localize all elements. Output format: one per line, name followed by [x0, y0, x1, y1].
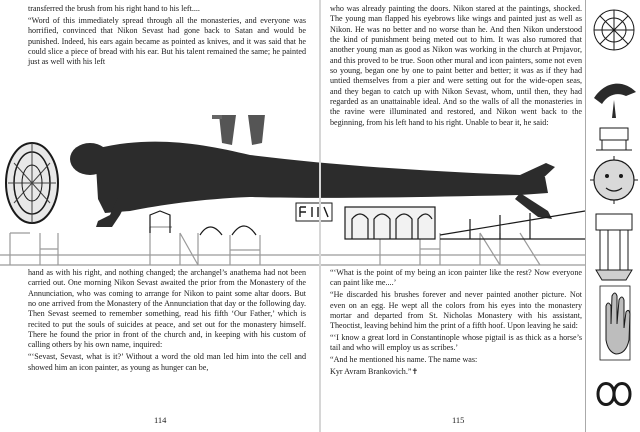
drum-icon: [6, 143, 58, 223]
ghost-text-icon: [296, 203, 332, 221]
paragraph: hand as with his right, and nothing changed; the archangel’s anathema had not been carried out. One morning Nikon Sevast awaited the prior from the Monastery of the Annunciation, who was coming to arrange for Nikon to paint some altar doors. But no one arrived from the Monastery of the Annunciation that day or the following day. Then Sevast seemed to remember something, read his fifth ‘Our Father,’ which is recited to put the souls of suicides at peace, and set out for the monastery himself. There he found the prior in front of the church and, in keeping with his custom of calling others by his own name, inquired:: [28, 268, 306, 350]
paragraph: Kyr Avram Brankovich.”✝: [330, 367, 419, 377]
collage-illustration: [0, 115, 586, 273]
knot-icon: [598, 384, 630, 405]
right-page-bottom-text: [330, 268, 582, 379]
paragraph: “‘Sevast, Sevast, what is it?’ Without a word the old man led him into the cell and showed him an icon painter, as young as hunger can be,: [28, 352, 306, 372]
paragraph: “He discarded his brushes forever and never painted another picture. Not even on an egg. He wept all the colors from his eyes into the monastery mortar and departed from St. Nicholas Monastery with his assistant, Theoctist, leaving behind him the print of a fifth hoof. Upon leaving he said:: [330, 290, 582, 331]
bird-icon: [594, 84, 636, 118]
book-gutter: [319, 0, 321, 432]
decorative-margin-strip: [585, 0, 640, 432]
standing-man-icon: [212, 115, 292, 145]
page-number-left: 114: [154, 415, 167, 425]
page-number-right: 115: [452, 415, 465, 425]
paragraph: “‘What is the point of my being an icon painter like the rest? Now everyone can paint like me....’: [330, 268, 582, 288]
pillar-ornament-icon: [596, 214, 632, 280]
hand-icon: [600, 286, 630, 360]
paragraph: “And he mentioned his name. The name was:: [330, 355, 478, 365]
paragraph: “Word of this immediately spread through all the monasteries, and everyone was horrified, convinced that Nikon Sevast had gone back to Satan and would be punished. Indeed, his ears again became as pointed as knives, and it was said that he could slice a piece of bread with his ear. But his talent remained the same; he painted just as well with his left: [28, 15, 306, 67]
right-page-top-text: [330, 4, 582, 130]
paragraph: “‘I know a great lord in Constantinople whose pigtail is as thick as a horse’s tail and who will employ us as scribes.’: [330, 333, 582, 353]
compass-ornament-icon: [594, 10, 634, 50]
left-page-bottom-text: [28, 268, 306, 374]
ghost-lettering-icon: [0, 227, 586, 265]
sun-face-icon: [590, 156, 638, 204]
left-page-top-text: [28, 4, 306, 69]
paragraph: who was already painting the doors. Nikon stared at the paintings, shocked. The young man flapped his eyebrows like wings and painted just as well as Nikon. He was no better and no worse than he. And then Nikon understood the kind of punishment being meted out to him. It was also rumored that another young man as good as Nikon was working in the church at Prnjavor, and this proved to be true. Soon other mural and icon painters, some not even so young, began one by one to paint better and better; it was as if they had untied themselves from a pier and were setting out for the wide-open seas, and they began to catch up with Nikon Sevast, whom, until then, they had regarded as an unattainable ideal. And so the walls of all the monasteries in the ravine were illuminated and restored, and Nikon went back to the beginning, from his left hand to his right. Unable to bear it, he said:: [330, 4, 582, 127]
paragraph: transferred the brush from his right hand to his left....: [28, 4, 200, 13]
column-ornament-icon: [596, 128, 632, 150]
archway-icon: [150, 207, 585, 239]
